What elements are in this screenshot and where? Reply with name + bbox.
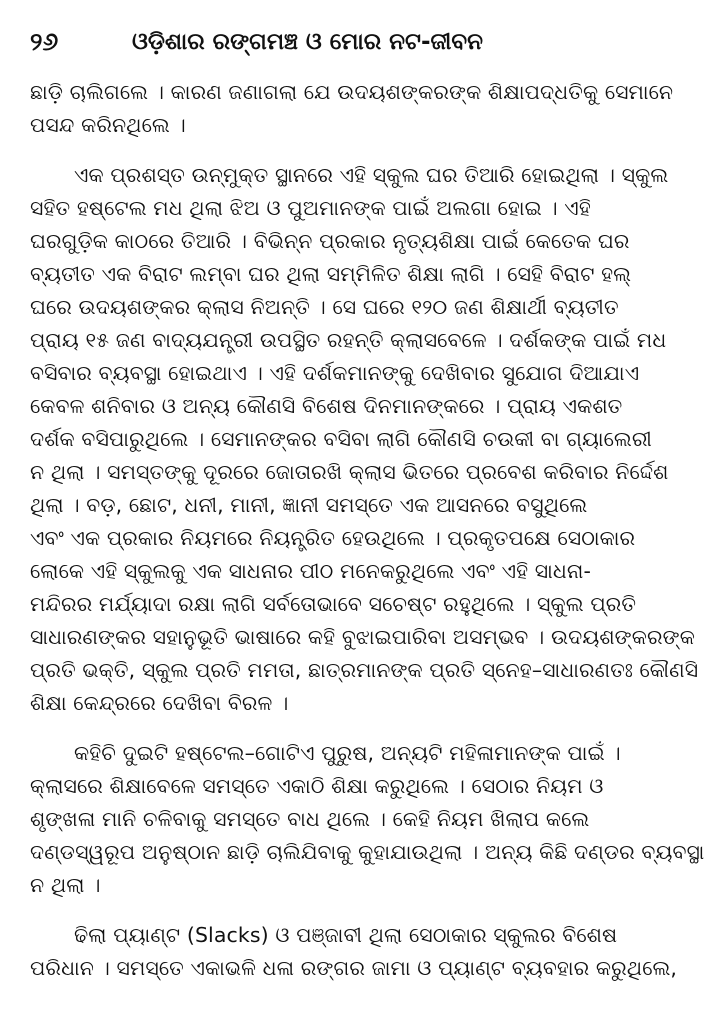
text-line: ଦର୍ଶକ ବସିପାରୁଥିଲେ । ସେମାନଙ୍କର ବସିବା ଲାଗି କୌଣସି ଚଉକୀ ବା ଗ୍ୟାଲେରୀ xyxy=(30,427,652,451)
text-line: ଲୋକେ ଏହି ସ୍କୁଲକୁ ଏକ ସାଧନାର ପୀଠ ମନେକରୁଥିଲେ ଏବଂ ଏହି ସାଧନା- xyxy=(30,559,591,583)
text-line: ଘରେ ଉଦୟଶଙ୍କର କ୍ଲାସ ନିଅନ୍ତି । ସେ ଘରେ ୧୨୦ ଜଣ ଶିକ୍ଷାର୍ଥୀ ବ୍ୟତୀତ xyxy=(30,295,619,319)
text-line: ପ୍ରତି ଭକ୍ତି, ସ୍କୁଲ ପ୍ରତି ମମତା, ଛାତ୍ରମାନଙ୍କ ପ୍ରତି ସ୍ନେହ–ସାଧାରଣତଃ କୌଣସି xyxy=(30,658,699,682)
body-text xyxy=(30,76,704,985)
text-line: ପରିଧାନ । ସମସ୍ତେ ଏକାଭଳି ଧଳା ରଙ୍ଗର ଜାମା ଓ ପ୍ୟାଣ୍ଟ ବ୍ୟବହାର କରୁଥିଲେ, xyxy=(30,956,678,980)
text-line: ମନ୍ଦିରର ମର୍ଯ୍ୟାଦା ରକ୍ଷା ଲାଗି ସର୍ବତୋଭାବେ ସଚେଷ୍ଟ ରହୁଥିଲେ । ସ୍କୁଲ ପ୍ରତି xyxy=(30,592,637,616)
text-line: କହିଚି ଦୁଇଟି ହଷ୍ଟେଲ–ଗୋଟିଏ ପୁରୁଷ, ଅନ୍ୟଟି ମହିଳାମାନଙ୍କ ପାଇଁ । xyxy=(74,741,621,765)
text-line: ଢିଲା ପ୍ୟାଣ୍ଟ (Slacks) ଓ ପଞ୍ଜାବୀ ଥିଲା ସେଠାକାର ସ୍କୁଲର ବିଶେଷ xyxy=(74,923,618,947)
text-line: କେବଳ ଶନିବାର ଓ ଅନ୍ୟ କୌଣସି ବିଶେଷ ଦିନମାନଙ୍କରେ । ପ୍ରାୟ ଏକଶତ xyxy=(30,394,623,418)
paragraph-1 xyxy=(30,76,674,142)
text-line: ଏକ ପ୍ରଶସ୍ତ ଉନ୍ମୁକ୍ତ ସ୍ଥାନରେ ଏହି ସ୍କୁଲ ଘର ତିଆରି ହୋଇଥିଲା । ସ୍କୁଲ xyxy=(74,163,669,187)
text-line: ନ ଥିଲା । xyxy=(30,873,101,897)
running-header xyxy=(30,26,582,62)
text-line: ଏବଂ ଏକ ପ୍ରକାର ନିୟମରେ ନିୟନ୍ତ୍ରିତ ହେଉଥିଲେ । ପ୍ରକୃତପକ୍ଷେ ସେଠାକାର xyxy=(30,526,636,550)
text-line: ଛାଡ଼ି ଚାଲିଗଲେ । କାରଣ ଜଣାଗଲା ଯେ ଉଦୟଶଙ୍କରଙ୍କ ଶିକ୍ଷାପଦ୍ଧତିକୁ ସେମାନେ xyxy=(30,80,674,104)
text-line: ଶୃଙ୍ଖଳା ମାନି ଚଳିବାକୁ ସମସ୍ତେ ବାଧ ଥିଲେ । କେହି ନିୟମ ଖିଲାପ କଲେ xyxy=(30,807,590,831)
text-line: ସାଧାରଣଙ୍କର ସହାନୁଭୂତି ଭାଷାରେ କହି ବୁଝାଇପାରିବା ଅସମ୍ଭବ । ଉଦୟଶଙ୍କରଙ୍କ xyxy=(30,625,695,649)
text-line: ଶିକ୍ଷା କେନ୍ଦ୍ରରେ ଦେଖିବା ବିରଳ । xyxy=(30,691,289,715)
page-number: ୨୬ xyxy=(30,27,59,56)
text-line: ସହିତ ହଷ୍ଟେଲ ମଧ ଥିଲା ଝିଅ ଓ ପୁଅମାନଙ୍କ ପାଇଁ ଅଲଗା ହୋଇ । ଏହି xyxy=(30,196,591,220)
paragraph-2 xyxy=(30,159,699,720)
text-line: ବସିବାର ବ୍ୟବସ୍ଥା ହୋଇଥାଏ । ଏହି ଦର୍ଶକମାନଙ୍କୁ ଦେଖିବାର ସୁଯୋଗ ଦିଆଯାଏ xyxy=(30,361,640,385)
text-line: ପସନ୍ଦ କରିନଥିଲେ । xyxy=(30,113,186,137)
paragraph-4 xyxy=(30,919,678,985)
text-line: ବ୍ୟତୀତ ଏକ ବିରାଟ ଲମ୍ବା ଘର ଥିଲା ସମ୍ମିଳିତ ଶିକ୍ଷା ଲାଗି । ସେହି ବିରାଟ ହଲ୍ xyxy=(30,262,632,286)
text-line: ଘରଗୁଡ଼ିକ କାଠରେ ତିଆରି । ବିଭିନ୍ନ ପ୍ରକାର ନୃତ୍ୟଶିକ୍ଷା ପାଇଁ କେତେକ ଘର xyxy=(30,229,630,253)
text-line: ପ୍ରାୟ ୧୫ ଜଣ ବାଦ୍ୟଯନ୍ତ୍ରୀ ଉପସ୍ଥିତ ରହନ୍ତି କ୍ଲାସବେଳେ । ଦର୍ଶକଙ୍କ ପାଇଁ ମଧ xyxy=(30,328,667,352)
text-line: ନ ଥିଲା । ସମସ୍ତଙ୍କୁ ଦୂରରେ ଜୋତାରଖି କ୍ଲାସ ଭିତରେ ପ୍ରବେଶ କରିବାର ନିର୍ଦ୍ଦେଶ xyxy=(30,460,669,484)
text-line: ଦଣ୍ଡସ୍ୱରୂପ ଅନୁଷ୍ଠାନ ଛାଡ଼ି ଚାଲିଯିବାକୁ କୁହାଯାଉଥିଲା । ଅନ୍ୟ କିଛି ଦଣ୍ଡର ବ୍ୟବସ୍ଥା xyxy=(30,840,704,864)
text-line: କ୍ଲାସରେ ଶିକ୍ଷାବେଳେ ସମସ୍ତେ ଏକାଠି ଶିକ୍ଷା କରୁଥିଲେ । ସେଠାର ନିୟମ ଓ xyxy=(30,774,604,798)
paragraph-3 xyxy=(30,737,704,902)
text-line: ଥିଲା । ବଡ଼, ଛୋଟ, ଧନୀ, ମାନୀ, ଜ୍ଞାନୀ ସମସ୍ତେ ଏକ ଆସନରେ ବସୁଥିଲେ xyxy=(30,493,588,517)
book-title: ଓଡ଼ିଶାର ରଙ୍ଗମଞ୍ଚ ଓ ମୋର ନଟ-ଜୀବନ xyxy=(132,29,483,55)
